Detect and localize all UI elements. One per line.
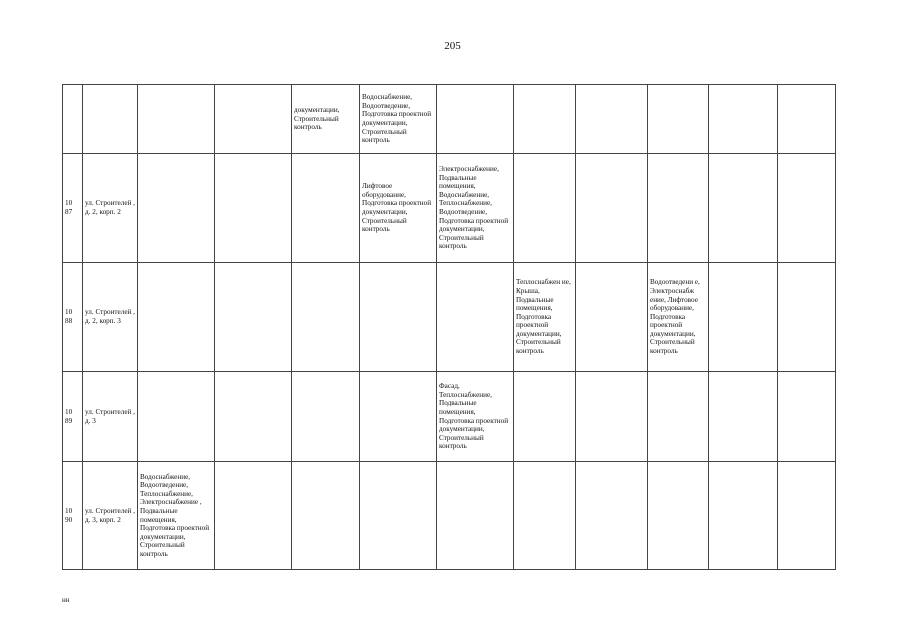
cell-work: Водоснабжение, Водоотведение, Теплоснабжение, Электроснабжение , Подвальные помещения, Подготовка проектной документации, Строительный контроль <box>138 462 215 570</box>
footer-mark: нн <box>62 596 70 604</box>
cell-num: 10 87 <box>63 154 83 263</box>
cell-address: ул. Строителей , д. 2, корп. 3 <box>83 263 138 372</box>
page-number: 205 <box>444 40 461 52</box>
cell-num: 10 88 <box>63 263 83 372</box>
cell-work: Водоснабжение, Водоотведение, Подготовка проектной документации, Строительный контроль <box>360 85 437 154</box>
cell-work: Теплоснабжен ие, Крыша, Подвальные помещения, Подготовка проектной документации, Строительный контроль <box>514 263 576 372</box>
table-row <box>63 263 836 372</box>
cell-address <box>83 85 138 154</box>
cell-address: ул. Строителей , д. 3, корп. 2 <box>83 462 138 570</box>
cell-address: ул. Строителей , д. 3 <box>83 372 138 462</box>
table-row <box>63 154 836 263</box>
cell-num: 10 89 <box>63 372 83 462</box>
table-row <box>63 85 836 154</box>
cell-work: Электроснабжение, Подвальные помещения, Водоснабжение, Теплоснабжение, Водоотведение, Подготовка проектной документации, Строительный контроль <box>437 154 514 263</box>
cell-num: 10 90 <box>63 462 83 570</box>
cell-num <box>63 85 83 154</box>
cell-work: Водоотведени е, Электроснабж ение, Лифтовое оборудование, Подготовка проектной документации, Строительный контроль <box>648 263 709 372</box>
cell-address: ул. Строителей , д. 2, корп. 2 <box>83 154 138 263</box>
cell-work: Фасад, Теплоснабжение, Подвальные помещения, Подготовка проектной документации, Строительный контроль <box>437 372 514 462</box>
cell-work: документации, Строительный контроль <box>292 85 360 154</box>
table-row <box>63 462 836 570</box>
cell-work: Лифтовое оборудование, Подготовка проектной документации, Строительный контроль <box>360 154 437 263</box>
repair-schedule-table <box>62 84 836 570</box>
table-row <box>63 372 836 462</box>
